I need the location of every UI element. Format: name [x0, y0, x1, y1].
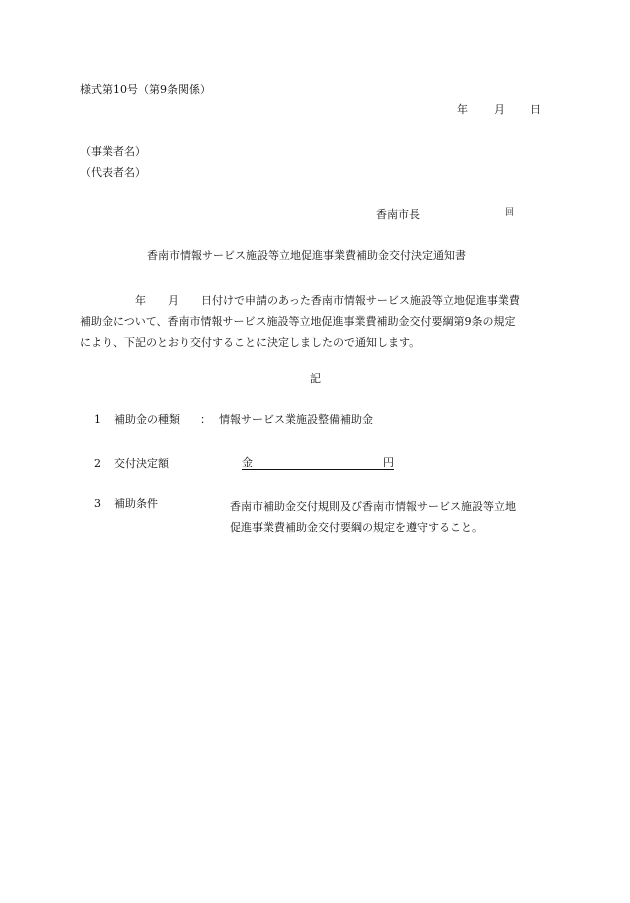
condition-line: 香南市補助金交付規則及び香南市情報サービス施設等立地: [230, 500, 516, 513]
item-colon: ：: [200, 413, 211, 426]
date-line: [457, 104, 541, 115]
document-title: 香南市情報サービス施設等立地促進事業費補助金交付決定通知書: [147, 249, 466, 262]
item-number: 2: [94, 457, 101, 470]
issuer-title: 香南市長: [376, 208, 420, 221]
amount-prefix: 金: [242, 456, 253, 469]
ki-heading: 記: [310, 372, 321, 385]
body-text: [80, 290, 555, 353]
body-line: 補助金について、香南市情報サービス施設等立地促進事業費補助金交付要綱第9条の規定: [80, 315, 516, 328]
item-label: 補助金の種類: [114, 413, 180, 426]
date-month: 月: [494, 103, 505, 116]
item-number: 1: [94, 413, 101, 426]
item-label: 補助条件: [114, 497, 158, 510]
date-day: 日: [530, 103, 541, 116]
body-line: 年 月 日付けで申請のあった香南市情報サービス施設等立地促進事業費: [80, 294, 520, 307]
subsidy-conditions-value: [230, 496, 555, 538]
body-line: により、下記のとおり交付することに決定しましたので通知します。: [80, 336, 421, 349]
form-id: 様式第10号（第9条関係）: [80, 83, 211, 96]
subsidy-type-value: 情報サービス業施設整備補助金: [219, 413, 373, 426]
condition-line: 促進事業費補助金交付要綱の規定を遵守すること。: [230, 521, 483, 534]
amount-suffix: 円: [383, 456, 394, 469]
seal-mark: 回: [505, 208, 515, 218]
item-label: 交付決定額: [114, 457, 169, 470]
amount-field: [242, 456, 394, 470]
representative-name-field: （代表者名）: [80, 166, 146, 179]
business-name-field: （事業者名）: [80, 145, 146, 158]
date-year: 年: [457, 103, 468, 116]
item-number: 3: [94, 497, 101, 510]
